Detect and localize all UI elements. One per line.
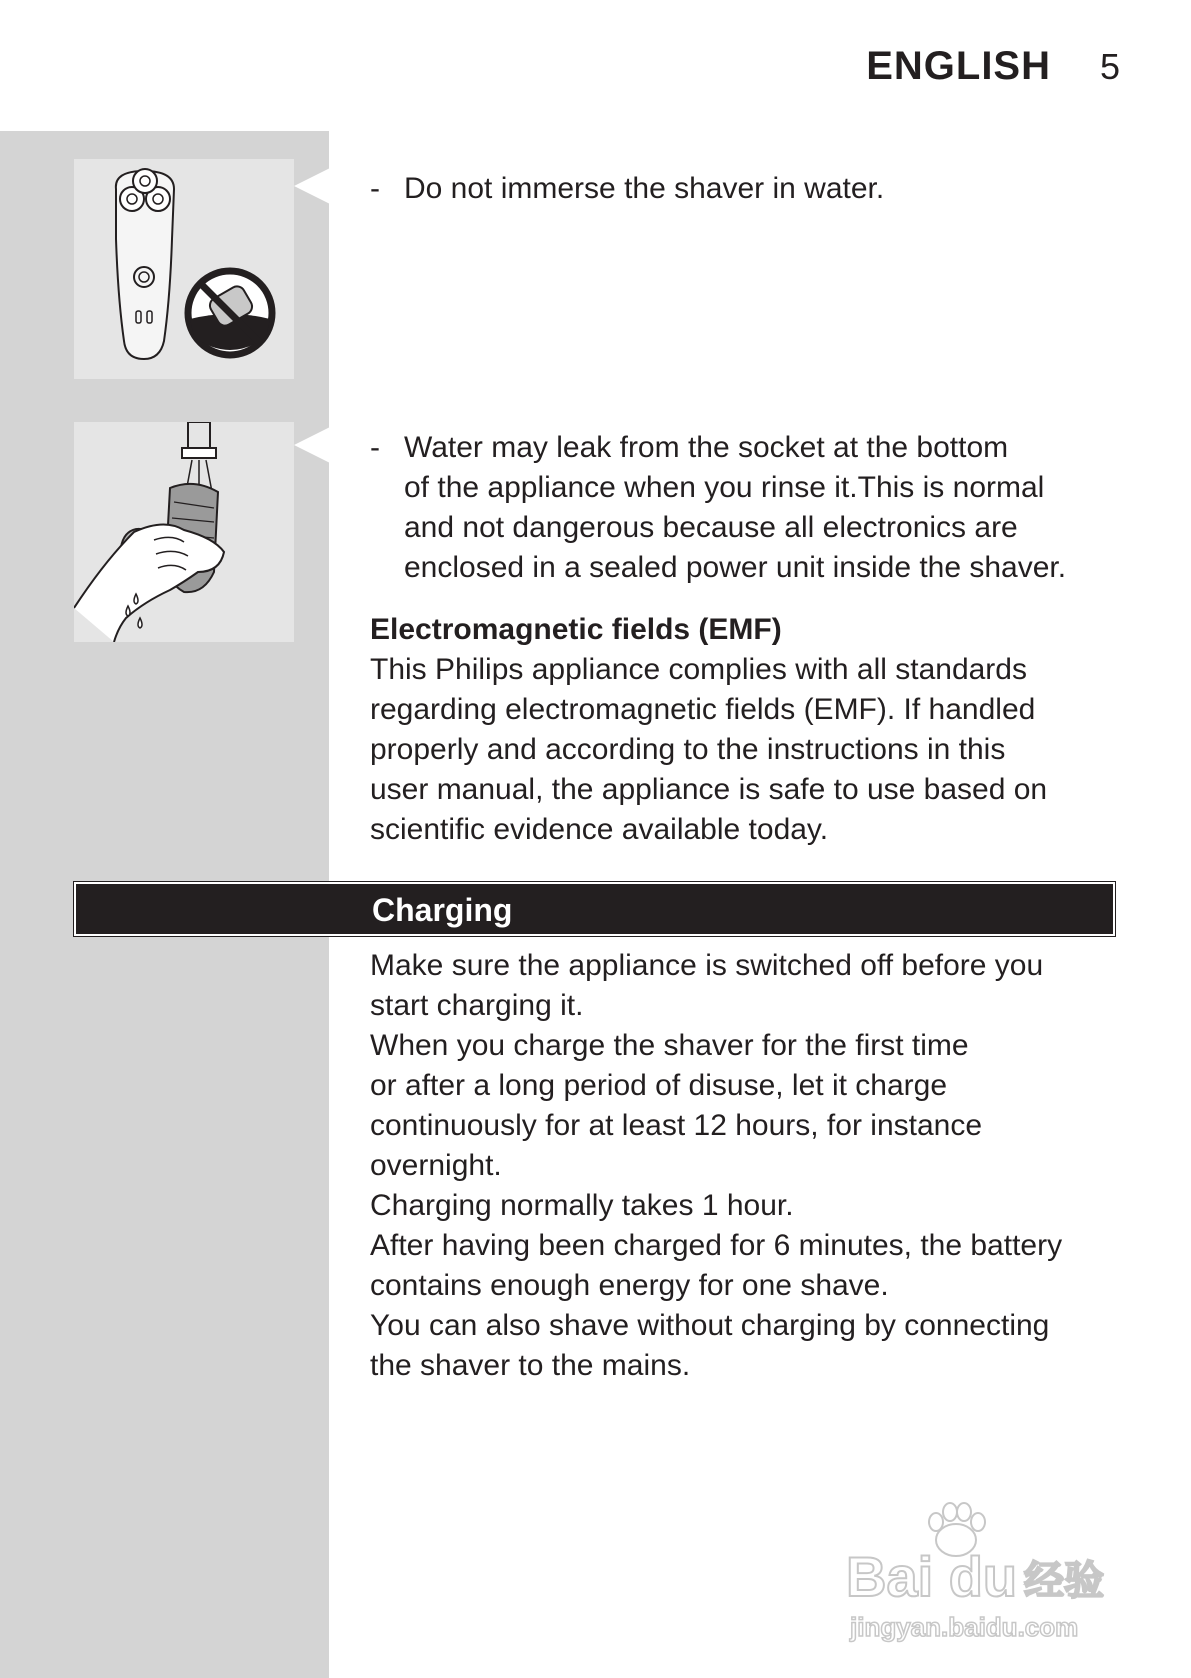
charging-line: continuously for at least 12 hours, for instance — [370, 1109, 983, 1142]
bullet-item — [370, 169, 1130, 209]
charging-line: overnight. — [370, 1149, 502, 1182]
charging-line: start charging it. — [370, 989, 584, 1022]
charging-line: When you charge the shaver for the first time — [370, 1029, 969, 1062]
bullet-line: enclosed in a sealed power unit inside the shaver. — [404, 551, 1067, 584]
bullet-line: of the appliance when you rinse it.This is normal — [404, 471, 1045, 504]
charging-line: the shaver to the mains. — [370, 1349, 691, 1382]
baidu-watermark — [840, 1500, 1130, 1650]
bullet-text: Do not immerse the shaver in water. — [404, 172, 885, 205]
charging-line: Charging normally takes 1 hour. — [370, 1189, 794, 1222]
language-label: ENGLISH — [866, 44, 1051, 88]
emf-line: scientific evidence available today. — [370, 813, 829, 846]
shaver-no-water-icon — [74, 159, 294, 379]
section-header-bar — [74, 882, 1115, 936]
charging-line: Make sure the appliance is switched off before you — [370, 949, 1044, 982]
page-number: 5 — [1100, 46, 1121, 87]
bullet-item — [370, 428, 1130, 588]
emf-heading: Electromagnetic fields (EMF) — [370, 613, 782, 646]
bullet-dash: - — [370, 431, 380, 464]
bullet-line: Water may leak from the socket at the bottom — [404, 431, 1009, 464]
charging-line: contains enough energy for one shave. — [370, 1269, 889, 1302]
rinse-shaver-icon — [74, 422, 294, 642]
bullet-line: and not dangerous because all electronics are — [404, 511, 1018, 544]
emf-line: regarding electromagnetic fields (EMF). If handled — [370, 693, 1036, 726]
watermark-cn: 经验 — [1024, 1558, 1104, 1604]
figure-shaver-no-water — [74, 159, 294, 379]
charging-paragraph — [370, 946, 1130, 1386]
emf-line: This Philips appliance complies with all standards — [370, 653, 1027, 686]
charging-line: or after a long period of disuse, let it charge — [370, 1069, 948, 1102]
baidu-paw-logo — [840, 1500, 1130, 1650]
watermark-url: jingyan.baidu.com — [850, 1612, 1079, 1642]
figure-pointer — [294, 168, 330, 204]
bullet-dash: - — [370, 172, 380, 205]
charging-line: You can also shave without charging by connecting — [370, 1309, 1050, 1342]
section-title: Charging — [372, 892, 513, 928]
emf-paragraph — [370, 650, 1130, 850]
watermark-brand: Bai du — [846, 1545, 1018, 1608]
emf-line: properly and according to the instructions in this — [370, 733, 1006, 766]
figure-rinse-shaver — [74, 422, 294, 642]
figure-pointer — [294, 427, 330, 463]
charging-line: After having been charged for 6 minutes, the battery — [370, 1229, 1063, 1262]
emf-line: user manual, the appliance is safe to use based on — [370, 773, 1048, 806]
